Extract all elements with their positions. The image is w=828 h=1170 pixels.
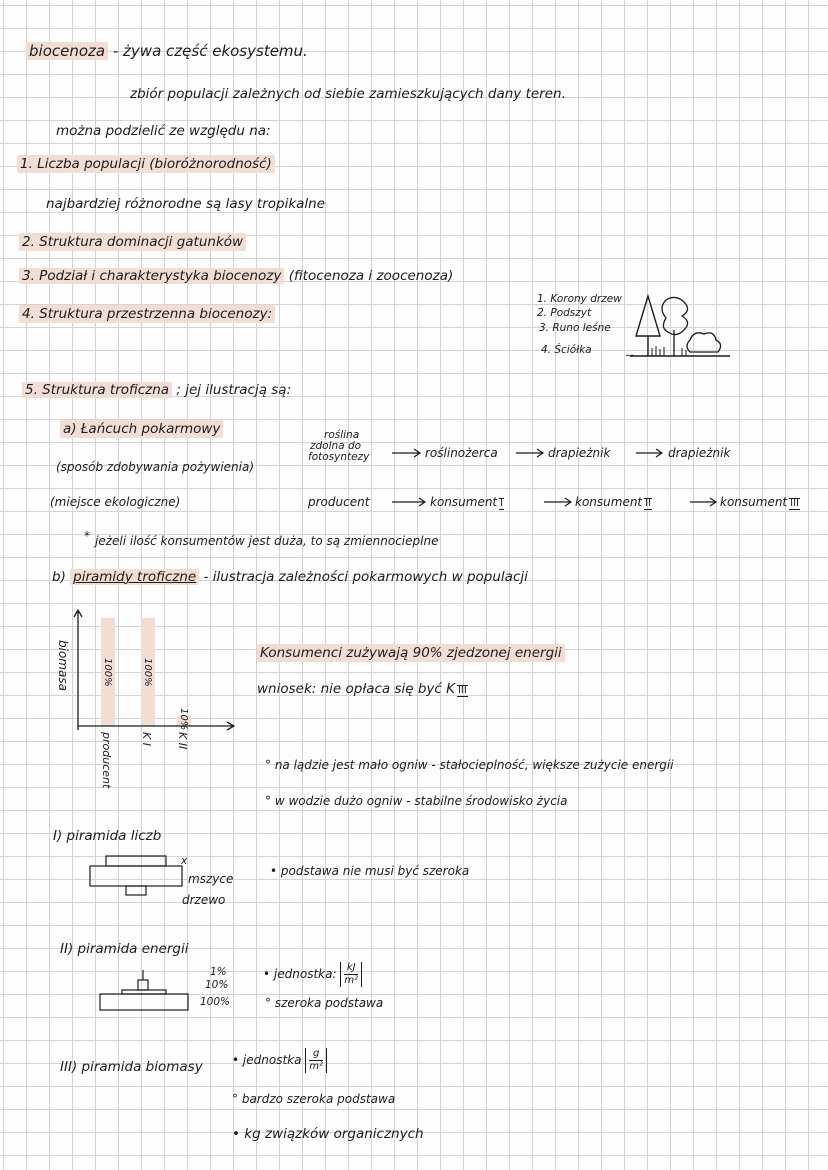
pyramids-line bbox=[52, 568, 528, 586]
conclusion-text: wniosek: nie opłaca się być K bbox=[257, 681, 455, 697]
energy-note-line bbox=[265, 994, 383, 1012]
pyramids-title: piramidy troficzne bbox=[70, 569, 199, 585]
biomass-unit-num: g bbox=[309, 1048, 323, 1061]
conclusion-roman: III bbox=[457, 685, 467, 696]
energy-unit-label: jednostka: bbox=[273, 967, 337, 981]
chain-predator-1: drapieżnik bbox=[548, 446, 611, 460]
biomass-pyramid-title: III) piramida biomasy bbox=[60, 1059, 203, 1075]
biomass-note-2-line bbox=[232, 1125, 424, 1143]
definition-text: zbiór populacji zależnych od siebie zamieszkujących dany teren. bbox=[130, 86, 566, 102]
chain-producer: producent bbox=[308, 495, 370, 509]
water-note: w wodzie dużo ogniw - stabilne środowisko życia bbox=[274, 794, 568, 808]
energy-pyramid-sketch bbox=[96, 970, 206, 1018]
energy-note: szeroka podstawa bbox=[274, 996, 384, 1010]
y-axis bbox=[74, 610, 82, 730]
energy-pyramid-title: II) piramida energii bbox=[60, 941, 189, 957]
food-chain-label: a) Łańcuch pokarmowy bbox=[60, 420, 223, 438]
list-item-5: 5. Struktura troficzna bbox=[22, 382, 172, 398]
forest-layer-1: 1. Korony drzew bbox=[537, 293, 622, 305]
energy-unit-num: kJ bbox=[344, 962, 358, 975]
bullet-icon: ° bbox=[265, 996, 271, 1010]
consumer-word-3: konsument bbox=[720, 495, 788, 509]
plant-line-2: zdolna do bbox=[310, 440, 362, 452]
bar-value-label: 10% bbox=[178, 708, 189, 731]
arrow-icon bbox=[636, 449, 662, 457]
biomass-note-1-line bbox=[232, 1090, 395, 1108]
food-chain-note-2: (miejsce ekologiczne) bbox=[50, 495, 181, 509]
arrow-icon bbox=[690, 498, 716, 506]
numbers-label-aphids: mszyce bbox=[188, 872, 234, 886]
list-item-2: 2. Struktura dominacji gatunków bbox=[19, 233, 246, 251]
numbers-pyramid-sketch bbox=[86, 850, 186, 900]
food-chain-arrows bbox=[0, 0, 828, 540]
biomass-note-2: kg związków organicznych bbox=[244, 1126, 424, 1142]
title-rest: - żywa część ekosystemu. bbox=[112, 42, 308, 60]
chain-herbivore: roślinożerca bbox=[425, 446, 498, 460]
list-item-4: 4. Struktura przestrzenna biocenozy: bbox=[19, 305, 275, 323]
energy-statement: Konsumenci zużywają 90% zjedzonej energii bbox=[257, 644, 565, 662]
biomass-unit-label: jednostka bbox=[242, 1053, 302, 1067]
forest-layer-2: 2. Podszyt bbox=[537, 307, 592, 319]
chain-predator-2: drapieżnik bbox=[668, 446, 731, 460]
list-item-3: 3. Podział i charakterystyka biocenozy bbox=[19, 268, 284, 284]
plant-line-3: fotosyntezy bbox=[308, 451, 370, 463]
page-title: biocenoza bbox=[26, 42, 108, 60]
biomass-chart bbox=[56, 610, 246, 810]
chart-ylabel: biomasa bbox=[56, 640, 70, 691]
biomass-unit-fraction bbox=[305, 1048, 327, 1073]
arrow-icon bbox=[544, 498, 571, 506]
bullet-icon: ° bbox=[265, 758, 271, 772]
biomass-note-1: bardzo szeroka podstawa bbox=[241, 1092, 396, 1106]
bullet-icon: ° bbox=[232, 1092, 238, 1106]
energy-value-2: 10% bbox=[205, 979, 229, 991]
energy-value-1: 1% bbox=[210, 966, 227, 978]
numbers-pyramid-title: I) piramida liczb bbox=[53, 828, 162, 844]
consumer-word-1: konsument bbox=[430, 495, 498, 509]
food-chain-note-1: (sposób zdobywania pożywienia) bbox=[56, 460, 255, 474]
plant-line-1: roślina bbox=[324, 429, 360, 441]
pyramids-title-rest: - ilustracja zależności pokarmowych w populacji bbox=[203, 569, 528, 585]
pyramids-label-b: b) bbox=[52, 569, 66, 585]
division-intro: można podzielić ze względu na: bbox=[56, 123, 271, 139]
bullet-icon: • bbox=[270, 864, 278, 878]
bar-value-label: 100% bbox=[142, 658, 153, 687]
energy-value-3: 100% bbox=[200, 996, 231, 1008]
list-item-1: 1. Liczba populacji (bioróżnorodność) bbox=[17, 155, 275, 173]
bullet-icon: • bbox=[232, 1126, 240, 1142]
bullet-icon: • bbox=[263, 967, 271, 981]
list-item-3-paren: (fitocenoza i zoocenoza) bbox=[288, 268, 454, 284]
list-item-1-note: najbardziej różnorodne są lasy tropikalne bbox=[46, 196, 326, 212]
category-label: K I bbox=[140, 732, 153, 746]
forest-layer-4: 4. Ściółka bbox=[541, 344, 592, 356]
consumer-roman-1: I bbox=[500, 498, 504, 509]
consumer-word-2: konsument bbox=[575, 495, 643, 509]
footnote-asterisk: * bbox=[84, 529, 90, 543]
list-item-5-rest: ; jej ilustracją są: bbox=[176, 382, 292, 398]
numbers-label-tree: drzewo bbox=[182, 893, 226, 907]
category-label: K II bbox=[176, 732, 189, 750]
water-note-line bbox=[265, 792, 568, 810]
energy-unit-den: m² bbox=[344, 975, 359, 986]
food-chain-footnote: jeżeli ilość konsumentów jest duża, to są zmiennocieplne bbox=[95, 534, 439, 548]
arrow-icon bbox=[392, 449, 420, 457]
numbers-mark: x bbox=[181, 855, 188, 867]
land-note-line bbox=[265, 756, 674, 774]
biomass-unit-den: m² bbox=[309, 1061, 324, 1072]
biomass-unit-line bbox=[232, 1048, 327, 1073]
energy-unit-fraction bbox=[340, 962, 362, 987]
bar-value-label: 100% bbox=[102, 658, 113, 687]
bullet-icon: ° bbox=[265, 794, 271, 808]
conclusion-line bbox=[257, 680, 468, 698]
energy-unit-line bbox=[263, 962, 362, 987]
bullet-icon: • bbox=[232, 1053, 240, 1067]
arrow-icon bbox=[516, 449, 543, 457]
forest-layer-3: 3. Runo leśne bbox=[539, 322, 611, 334]
land-note: na lądzie jest mało ogniw - stałocieplność, większe zużycie energii bbox=[274, 758, 674, 772]
consumer-roman-2: II bbox=[645, 498, 652, 509]
numbers-note-line bbox=[270, 862, 469, 880]
arrow-icon bbox=[392, 498, 425, 506]
numbers-note: podstawa nie musi być szeroka bbox=[280, 864, 470, 878]
category-label: producent bbox=[100, 732, 113, 789]
consumer-roman-3: III bbox=[790, 498, 799, 509]
